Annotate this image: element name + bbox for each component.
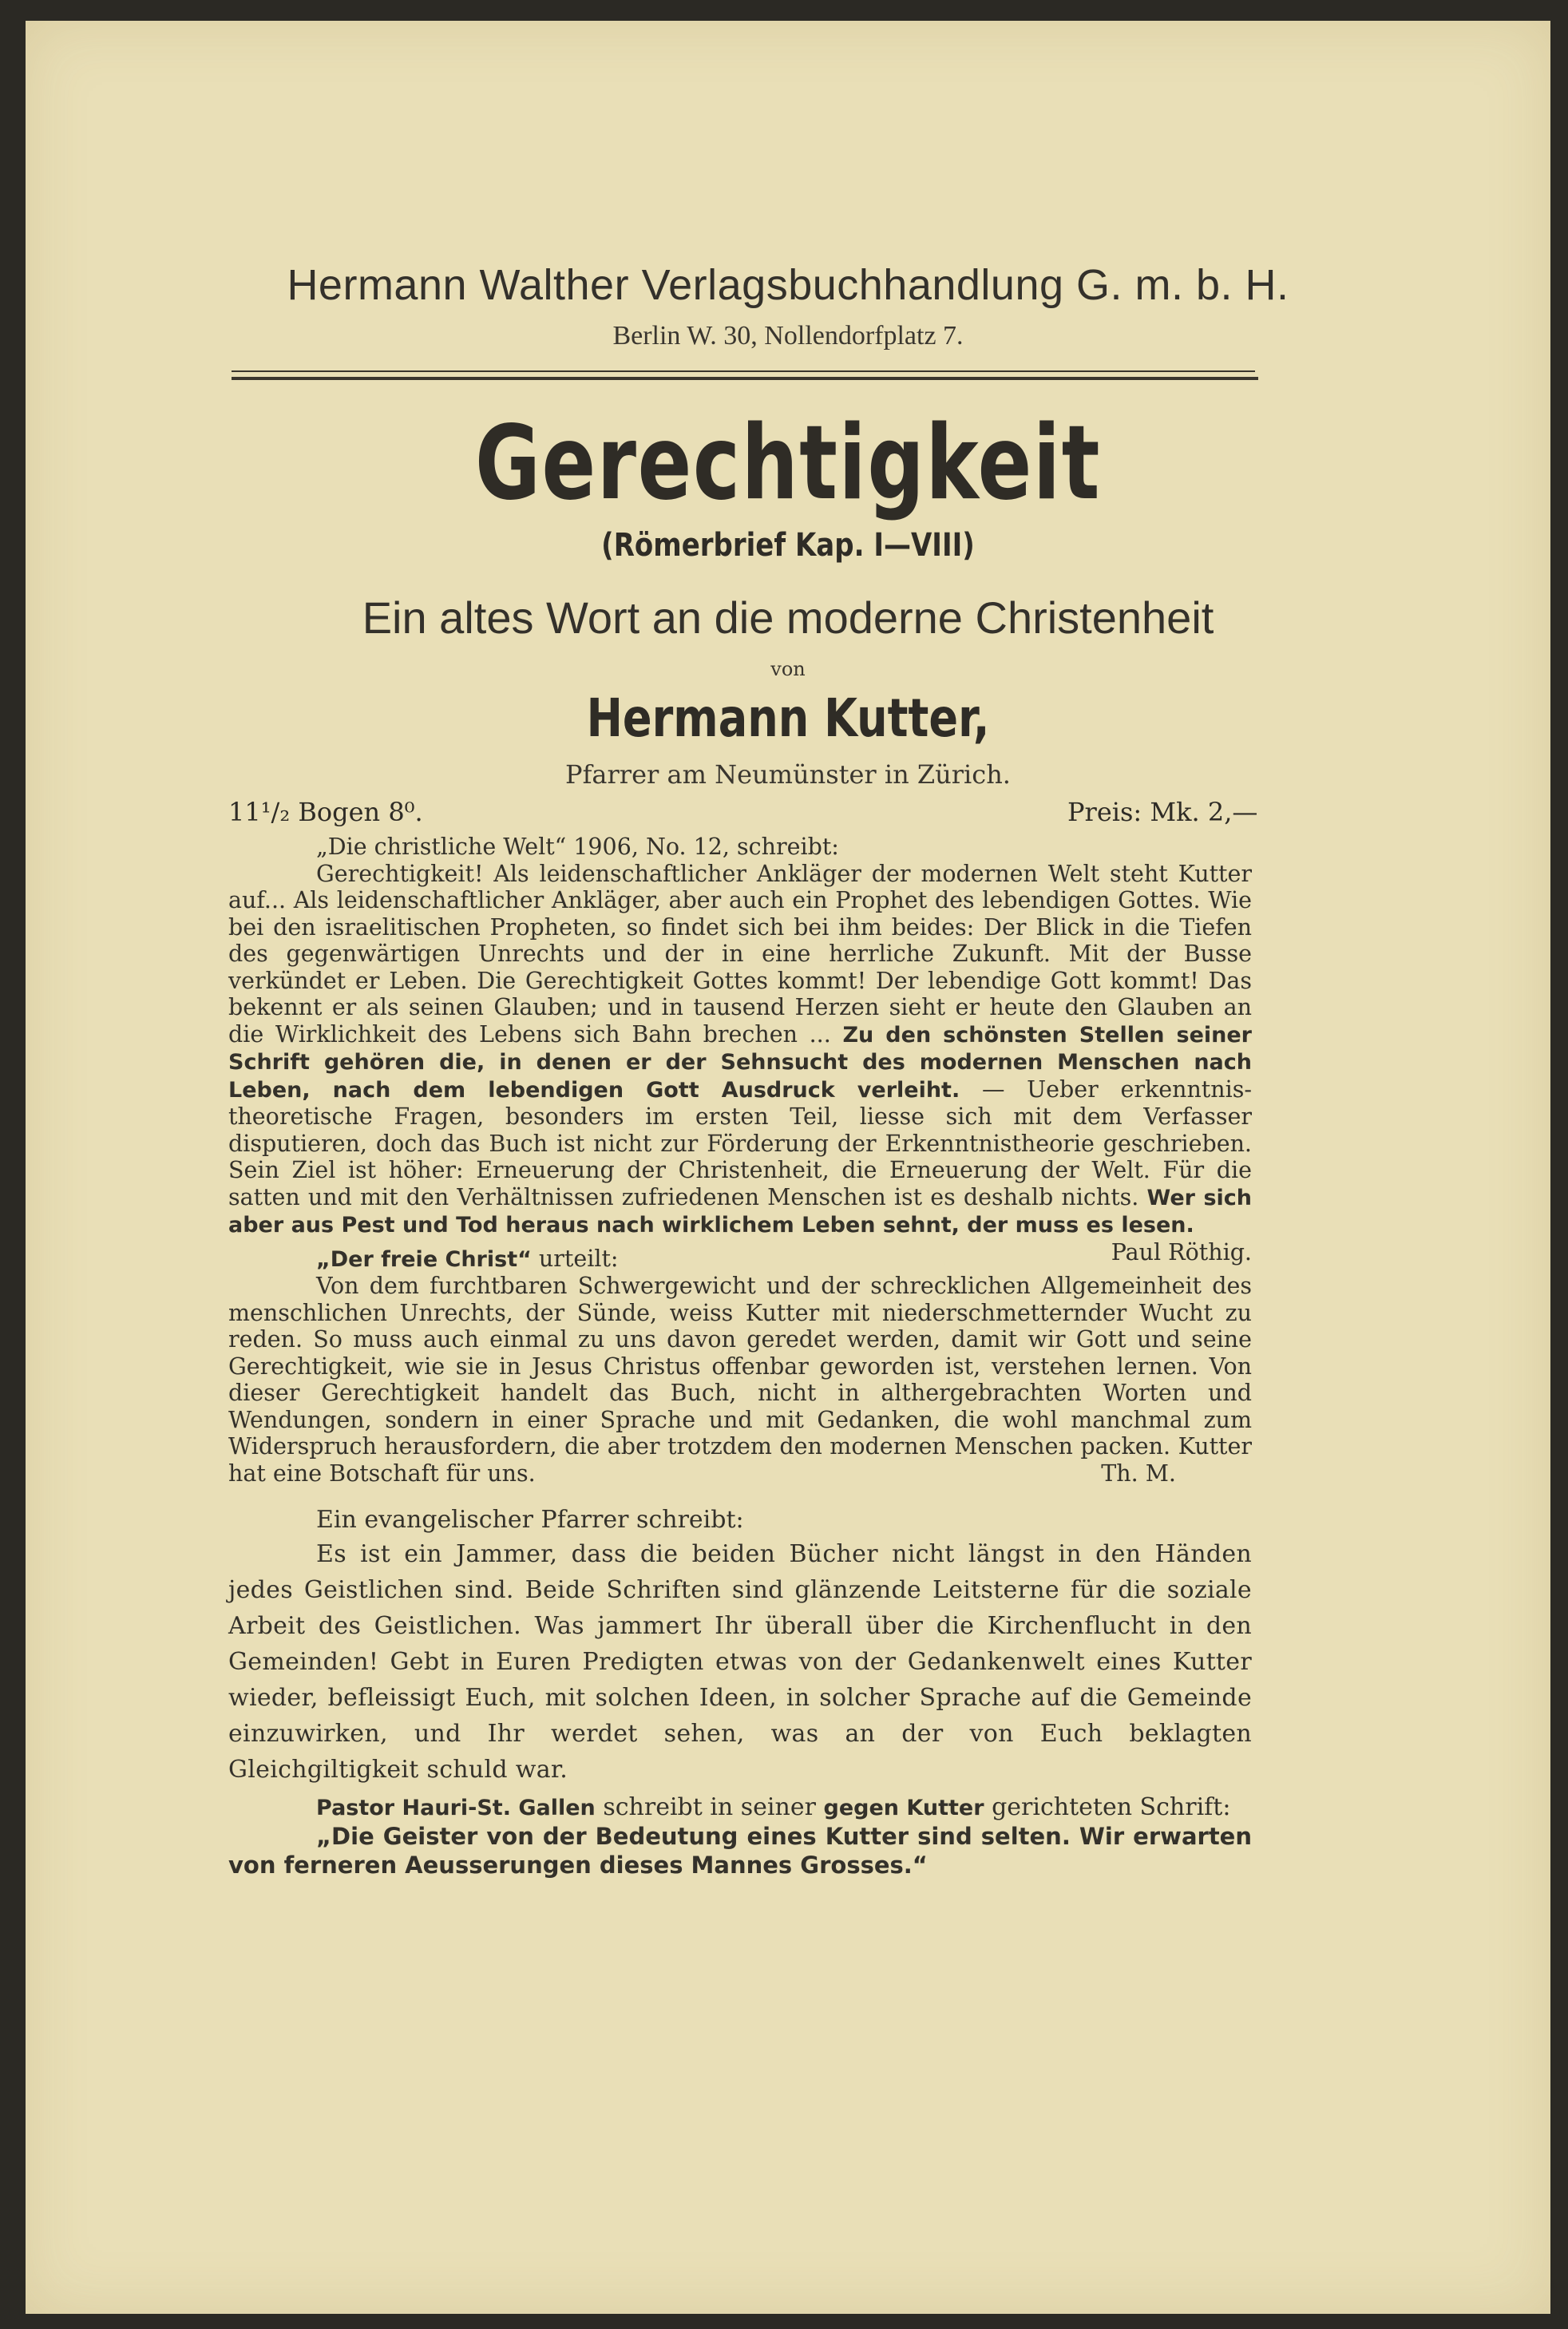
reviews-body — [228, 834, 1252, 1879]
book-price: Preis: Mk. 2,— — [1067, 797, 1258, 827]
book-title: Gerechtigkeit — [475, 404, 1101, 523]
review4-mid-1: schreibt in seiner — [603, 1793, 816, 1821]
publisher-address: Berlin W. 30, Nollendorfplatz 7. — [612, 321, 964, 351]
book-subtitle: (Römerbrief Kap. I—VIII) — [601, 527, 975, 564]
review2-signature: Th. M. — [1101, 1460, 1176, 1487]
review1-bold-a: Zu den schönsten Stellen seiner Schrift gehören die, in denen er der Sehnsucht des modernen Menschen nach Leben, nach dem lebendigen Gott Ausdruck verleiht. — [228, 1022, 1252, 1103]
review2-source-rest: urteilt: — [538, 1245, 619, 1272]
review1-text-a: Gerechtigkeit! Als leidenschaftlicher Ankläger der modernen Welt steht Kutter auf... Als leidenschaftlicher Ankläger, aber auch ein Prophet des lebendigen Gottes. Wie bei den israelitischen Propheten, so findet sich bei ihm beides: Der Blick in die Tiefen des gegenwärtigen Unrechts und der in eine herrliche Zukunft. Mit der Busse verkündet er Leben. Die Gerechtigkeit Gottes kommt! Der lebendige Gott kommt! Das bekennt er als seinen Glauben; und in tausend Herzen sieht er heute den Glauben an die Wirklichkeit des Lebens sich Bahn brechen ... — [228, 860, 1252, 1048]
book-extent: 11¹/₂ Bogen 8⁰. — [228, 797, 423, 827]
review4-source — [228, 1794, 1252, 1822]
review2-text-body: Von dem furchtbaren Schwergewicht und der schrecklichen Allgemeinheit des menschlichen Unrechts, der Sünde, weiss Kutter mit niederschmetternder Wucht zu reden. So muss auch einmal zu uns davon geredet werden, damit wir Gott und seine Gerechtigkeit, wie sie in Jesus Christus offenbar geworden ist, verstehen lernen. Von dieser Gerechtigkeit handelt das Buch, nicht in althergebrachten Worten und Wendungen, sondern in einer Sprache und mit Gedanken, die wohl manchmal zum Widerspruch herausfordern, die aber trotzdem den modernen Menschen packen. Kutter hat eine Botschaft für uns. — [228, 1273, 1252, 1487]
review4-quote: „Die Geister von der Bedeutung eines Kutter sind selten. Wir erwarten von ferneren Aeusserungen dieses Mannes Grosses.“ — [228, 1822, 1252, 1879]
author-name: Hermann Kutter, — [586, 687, 990, 749]
document-page — [26, 21, 1550, 2314]
header-rule-thick — [232, 377, 1258, 380]
review2-source-bold: „Der freie Christ“ — [316, 1246, 532, 1272]
review3-text: Es ist ein Jammer, dass die beiden Bücher nicht längst in den Händen jedes Geistlichen sind. Beide Schriften sind glänzende Leitsterne für die soziale Arbeit des Geistlichen. Was jammert Ihr überall über die Kirchenflucht in den Gemeinden! Gebt in Euren Predigten etwas von der Gedankenwelt eines Kutter wieder, befleissigt Euch, mit solchen Ideen, in solcher Sprache auf die Gemeinde einzuwirken, und Ihr werdet sehen, was an der von Euch beklagten Gleichgiltigkeit schuld war. — [228, 1540, 1252, 1784]
book-tagline: Ein altes Wort an die moderne Christenheit — [362, 592, 1214, 643]
publisher-name: Hermann Walther Verlagsbuchhandlung G. m. b. H. — [287, 261, 1289, 309]
review1-signature: Paul Röthig. — [1111, 1238, 1252, 1266]
review4-name: Pastor Hauri-St. Gallen — [316, 1796, 596, 1820]
review4-mid-bold: gegen Kutter — [823, 1796, 984, 1820]
review1-bold-b: Wer sich aber aus Pest und Tod heraus nach wirklichem Leben sehnt, der muss es lesen. — [228, 1185, 1253, 1238]
author-role: Pfarrer am Neumünster in Zürich. — [565, 759, 1011, 790]
review4-mid-2: gerichteten Schrift: — [992, 1793, 1231, 1821]
by-word: von — [770, 658, 806, 680]
header-rule-thin — [232, 370, 1255, 372]
review1-text-b: — Ueber erkenntnis-theoretische Fragen, besonders im ersten Teil, liesse sich mit dem Verfasser disputieren, doch das Buch ist nicht zur Förderung der Erkenntnistheorie geschrieben. Sein Ziel ist höher: Erneuerung der Christenheit, die Erneuerung der Welt. Für die satten und mit den Verhältnissen zufriedenen Menschen ist es deshalb nichts. — [228, 1075, 1252, 1210]
review2-text — [228, 1273, 1252, 1487]
review3-source: Ein evangelischer Pfarrer schreibt: — [316, 1506, 744, 1534]
review1-source: „Die christliche Welt“ 1906, No. 12, schreibt: — [316, 834, 839, 860]
